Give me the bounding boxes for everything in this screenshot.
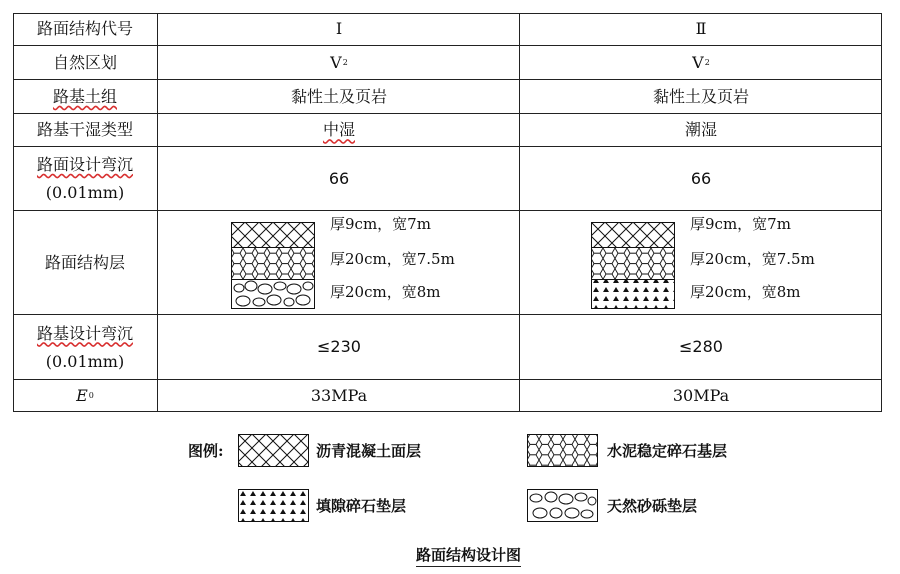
cell-subgrade-deflection-1: ≤230	[317, 337, 361, 357]
figure-caption: 路面结构设计图	[416, 544, 521, 567]
row-label-structure-layers: 路面结构层	[44, 252, 125, 272]
soil-group-label: 路基土组	[52, 86, 117, 106]
modulus-symbol: E	[76, 385, 88, 405]
subgrade-deflection-unit: (0.01mm)	[45, 351, 125, 371]
cell-modulus-1: 33MPa	[310, 385, 368, 405]
row-label-subgrade-deflection	[13, 315, 157, 380]
legend-label-cement-base: 水泥稳定碎石基层	[607, 442, 728, 460]
legend-title: 图例:	[188, 442, 224, 460]
legend-label-asphalt: 沥青混凝土面层	[316, 442, 422, 460]
cell-pavement-deflection-1: 66	[328, 168, 350, 188]
cell-moisture-type-1	[158, 114, 520, 147]
pavement-deflection-text: 路面设计弯沉	[36, 155, 133, 174]
cell-structure-code-2: Ⅱ	[695, 19, 707, 39]
pavement-deflection-unit: (0.01mm)	[45, 183, 125, 202]
cell-soil-group-1: 黏性土及页岩	[290, 86, 387, 106]
cell-natural-zone-1	[158, 46, 520, 80]
cell-natural-zone-2	[520, 46, 882, 80]
legend-label-filled-gravel: 填隙碎石垫层	[316, 497, 407, 515]
cell-modulus-2: 30MPa	[672, 385, 730, 405]
cell-moisture-type-2: 潮湿	[684, 120, 717, 140]
cell-structure-code-1: Ⅰ	[335, 19, 343, 39]
legend-swatch-hexagon	[527, 434, 598, 467]
zone-value: V	[692, 52, 704, 72]
row-label-pavement-deflection	[13, 147, 157, 211]
layer-label-1-surface: 厚9cm，宽7m	[330, 215, 431, 233]
zone-subscript: 2	[704, 58, 710, 68]
layer-label-1-subbase: 厚20cm，宽8m	[330, 283, 441, 301]
modulus-subscript: 0	[88, 391, 94, 401]
row-label-structure-code: 路面结构代号	[36, 19, 133, 39]
pavement-deflection-title	[37, 151, 133, 179]
row-label-moisture-type: 路基干湿类型	[36, 120, 133, 140]
structure-diagram-2	[591, 222, 675, 309]
legend-swatch-triangles	[238, 489, 309, 522]
cell-subgrade-deflection-2: ≤280	[679, 337, 723, 357]
legend-label-natural-gravel: 天然砂砾垫层	[607, 497, 698, 515]
layer-label-2-subbase: 厚20cm，宽8m	[690, 283, 801, 301]
pavement-structure-table	[13, 13, 882, 412]
subgrade-deflection-text: 路基设计弯沉	[36, 323, 133, 343]
subgrade-deflection-title	[37, 320, 133, 348]
layer-label-2-base: 厚20cm，宽7.5m	[690, 250, 815, 268]
legend-swatch-gravel	[527, 489, 598, 522]
structure-diagram-1	[231, 222, 315, 309]
zone-subscript: 2	[342, 58, 348, 68]
legend-swatch-crosshatch	[238, 434, 309, 467]
layer-label-1-base: 厚20cm，宽7.5m	[330, 250, 455, 268]
cell-soil-group-2: 黏性土及页岩	[652, 86, 749, 106]
row-label-soil-group	[13, 80, 157, 114]
moisture-value: 中湿	[322, 120, 355, 140]
cell-pavement-deflection-2: 66	[690, 168, 712, 188]
layer-label-2-surface: 厚9cm，宽7m	[690, 215, 791, 233]
row-label-modulus	[13, 380, 157, 412]
row-label-natural-zone: 自然区划	[52, 52, 117, 72]
zone-value: V	[330, 52, 342, 72]
